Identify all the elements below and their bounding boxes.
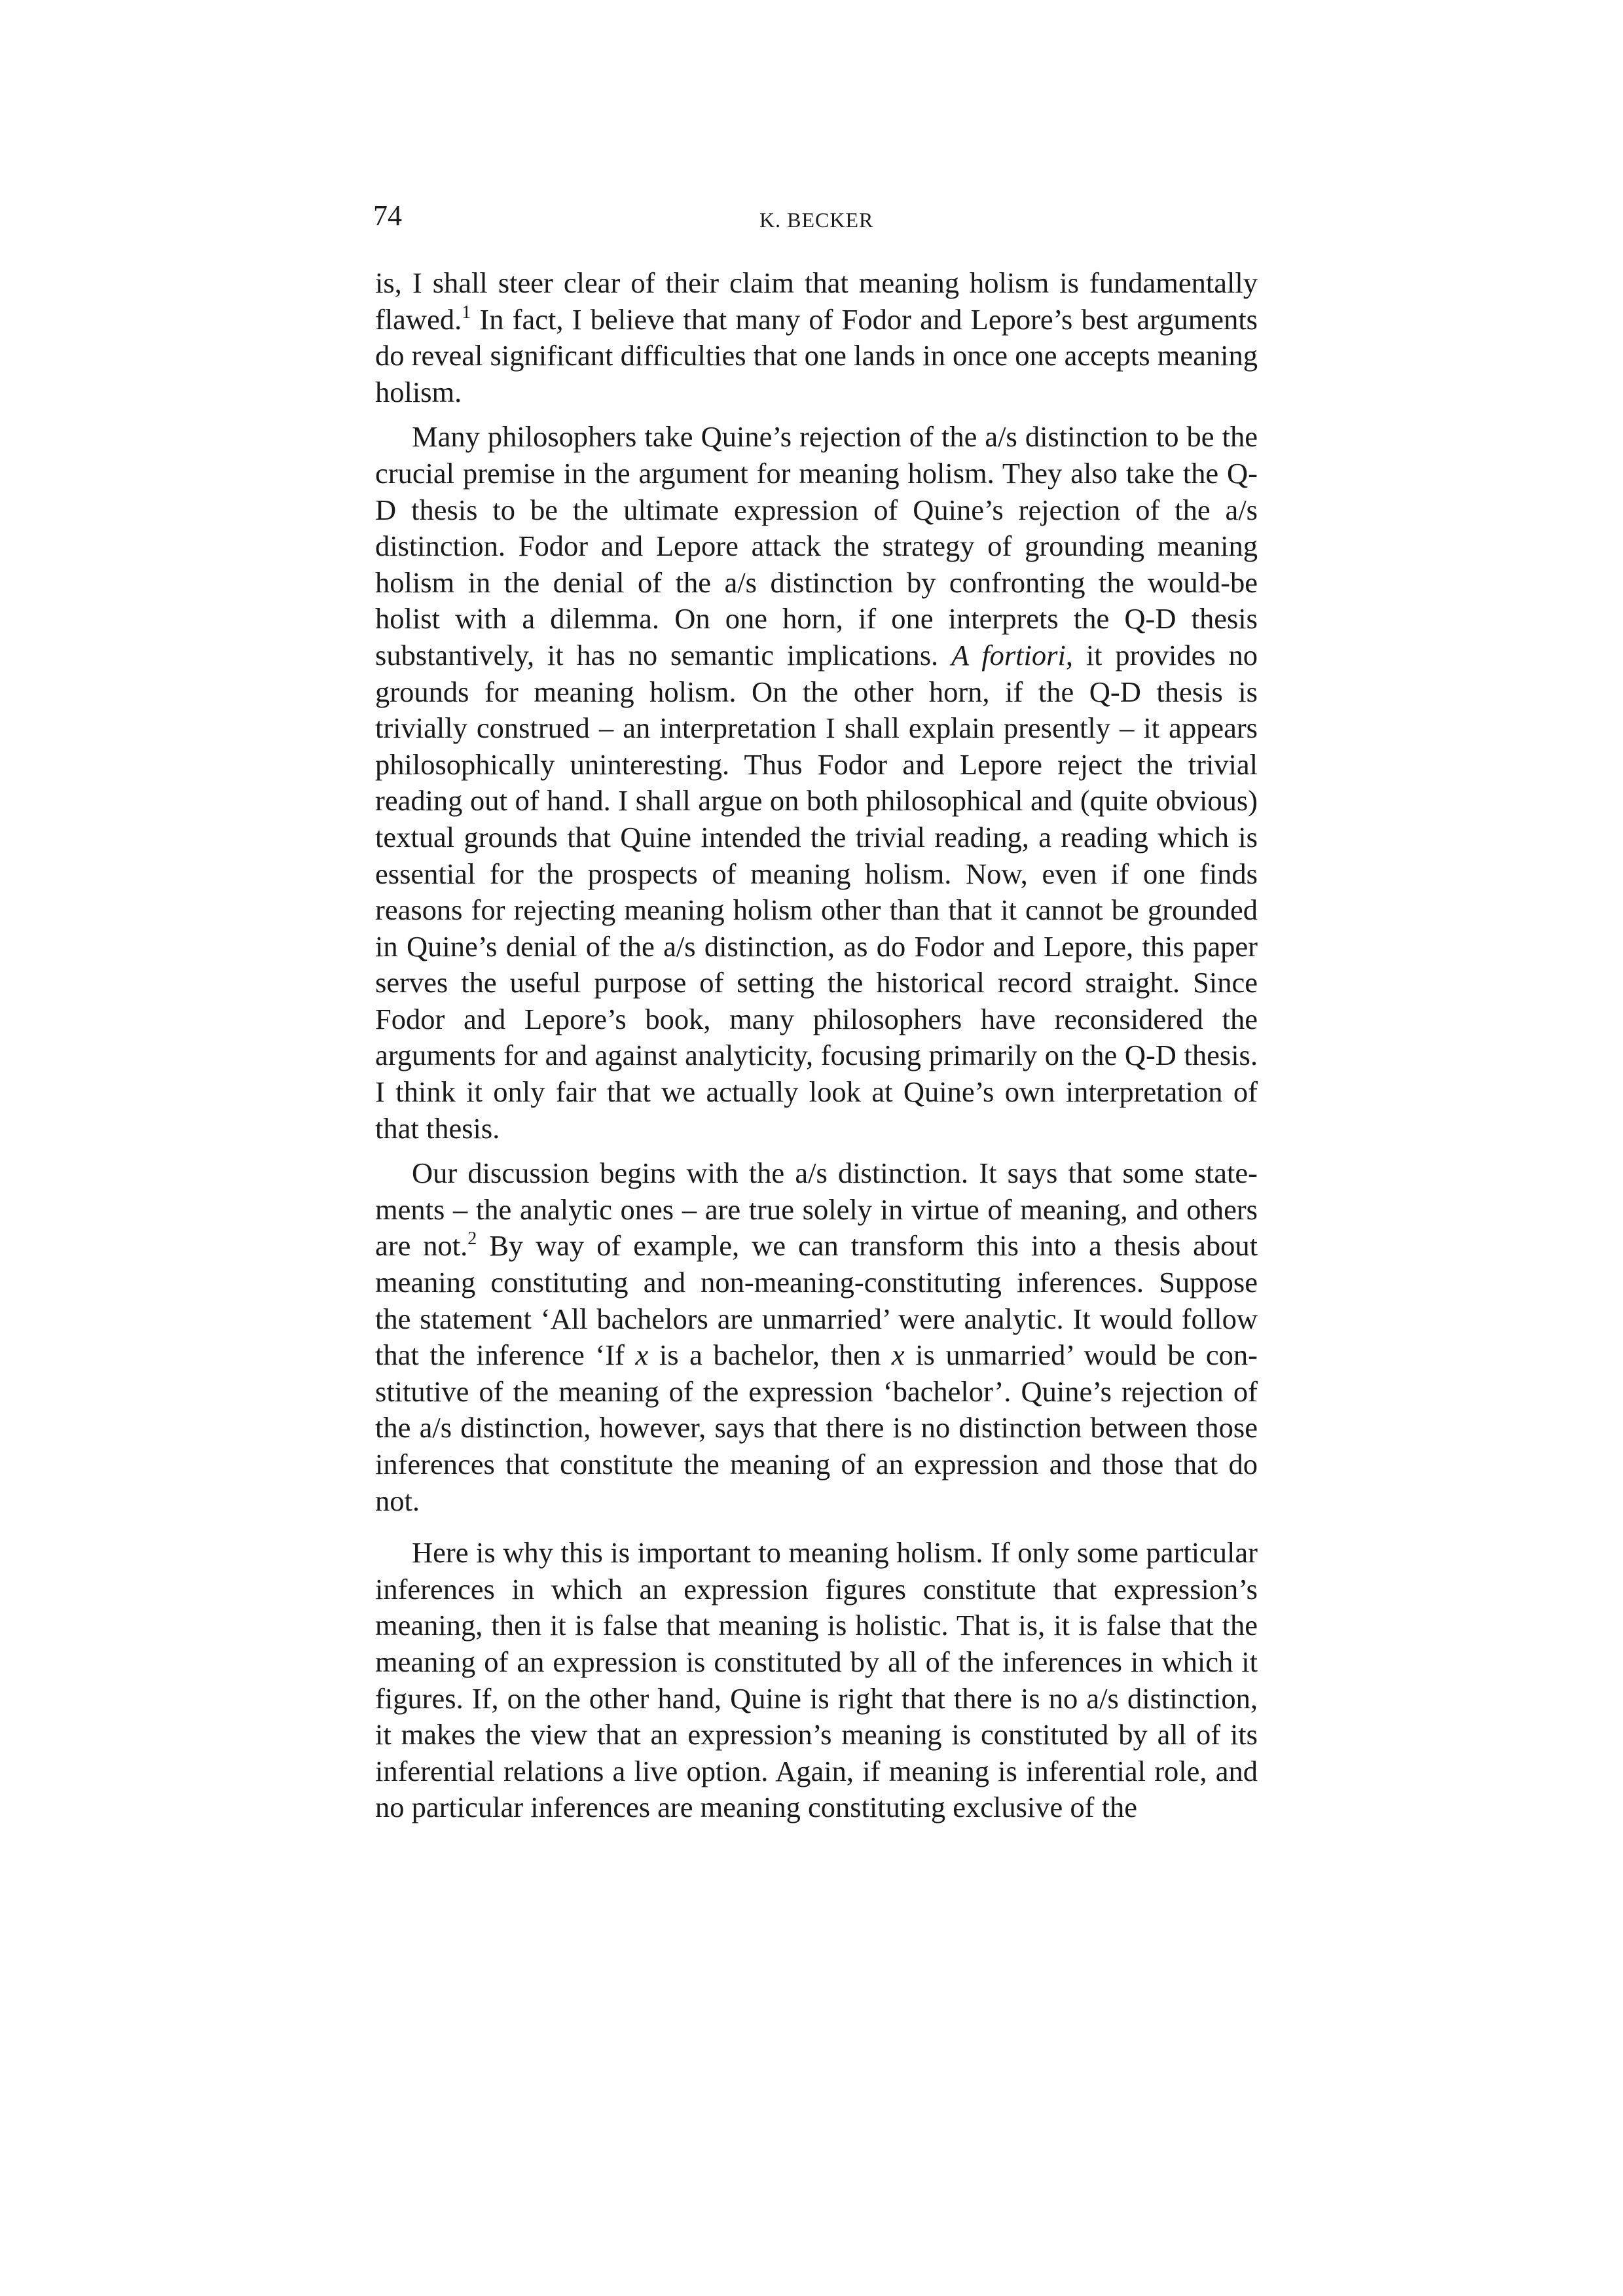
footnote-marker-2: 2	[467, 1229, 477, 1249]
paragraph-3-text: Our discussion begins with the a/s distinction. It says that some statements – the analytic ones – are true solely in virtue of meaning, and others are not.	[375, 1157, 1258, 1263]
footnote-marker-1: 1	[462, 302, 471, 323]
paragraph-1-text: is, I shall steer clear of their claim that meaning holism is fundamentally flawed.	[375, 266, 1258, 336]
paragraph-3	[375, 1155, 1258, 1519]
running-head: K. BECKER	[759, 208, 874, 232]
paragraph-2-text: , it provides no grounds for meaning holism. On the other horn, if the Q-D thesis is trivially construed – an interpretation I shall explain presently – it appears philosophically uninteresting. Thus Fodor and Lepore reject the trivial reading out of hand. I shall argue on both philosophical and (quite obvious) textual grounds that Quine intended the trivial reading, a reading which is essential for the prospects of meaning holism. Now, even if one finds reasons for rejecting meaning holism other than that it cannot be grounded in Quine’s denial of the a/s distinction, as do Fodor and Lepore, this paper serves the useful purpose of setting the historical record straight. Since Fodor and Lepore’s book, many philosophers have reconsidered the arguments for and against analyticity, focusing primarily on the Q-D thesis. I think it only fair that we actually look at Quine’s own interpretation of that thesis.	[375, 638, 1258, 1145]
paragraph-2	[375, 419, 1258, 1147]
italic-variable: x	[891, 1338, 905, 1372]
paragraph-1	[375, 265, 1258, 410]
page-number: 74	[373, 200, 402, 232]
paragraph-3-text: is unmarried’ would be constitutive of the meaning of the expression ‘bachelor’. Quine’s rejection of the a/s distinction, however, says that there is no distinction between those inferences that constitute the meaning of an expression and those that do not.	[375, 1338, 1258, 1517]
italic-variable: x	[635, 1338, 649, 1372]
paragraph-4-text: Here is why this is important to meaning holism. If only some particular inferences in which an expression figures constitute that expression’s meaning, then it is false that meaning is holistic. That is, it is false that the meaning of an expression is constituted by all of the inferences in which it figures. If, on the other hand, Quine is right that there is no a/s distinction, it makes the view that an expression’s meaning is constituted by all of its inferential relations a live option. Again, if meaning is inferential role, and no particular inferences are meaning constituting exclusive of the	[375, 1536, 1258, 1824]
paragraph-3-text: is a bachelor, then	[648, 1338, 892, 1372]
paragraph-4	[375, 1535, 1258, 1826]
paragraph-2-text: Many philosophers take Quine’s rejection of the a/s distinction to be the crucial premise in the argument for meaning holism. They also take the Q-D thesis to be the ultimate expression of Quine’s rejection of the a/s distinction. Fodor and Lepore attack the strategy of grounding meaning holism in the denial of the a/s distinction by confronting the would-be holist with a dilemma. On one horn, if one interprets the Q-D thesis substantively, it has no semantic implications.	[375, 420, 1258, 672]
paragraph-1-text: In fact, I believe that many of Fodor and Lepore’s best arguments do reveal significant difficulties that one lands in once one accepts meaning holism.	[375, 302, 1258, 408]
italic-phrase: A fortiori	[951, 638, 1066, 672]
paragraph-3-text: By way of example, we can transform this into a thesis about meaning constituting and non-meaning-constituting inferences. Suppose the statement ‘All bachelors are unmarried’ were analytic. It would follow that the inference ‘If	[375, 1229, 1258, 1372]
body-text	[375, 265, 1258, 1826]
